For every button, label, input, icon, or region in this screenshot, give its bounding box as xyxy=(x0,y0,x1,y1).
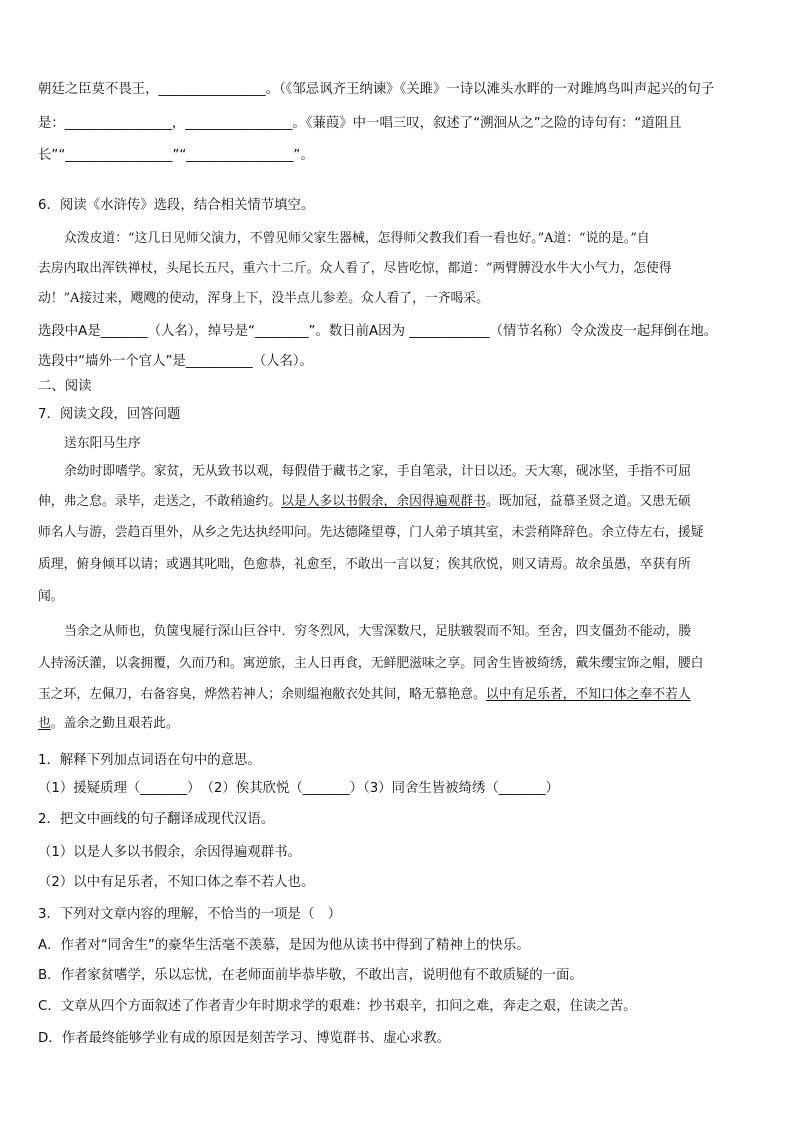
article-line: 闻。 xyxy=(38,589,64,604)
underlined-sentence: 以是人多以书假余，余因得遍观群书 xyxy=(281,494,486,509)
fill-blank-line-3: 长”“________________”“________________”。 xyxy=(38,148,314,163)
article-line: 余幼时即嗜学。家贫，无从致书以观，每假借于藏书之家，手自笔录，计日以还。天大寒，砚冰坚，手指不可屈 xyxy=(64,464,692,479)
option-a: A．作者对“同舍生”的豪华生活毫不羡慕，是因为他从读书中得到了精神上的快乐。 xyxy=(38,938,530,953)
fill-blank-line-2: 是：________________，________________。《蒹葭》中一唱三叹，叙述了“溯洄从之”之险的诗句有：“道阻且 xyxy=(38,116,682,131)
article-title: 送东阳马生序 xyxy=(64,436,141,451)
article-line: 也。盖余之勤且艰若此。 xyxy=(38,716,179,731)
question-3-title: 3．下列对文章内容的理解，不恰当的一项是（ ） xyxy=(38,907,342,922)
passage-line: 动！”A接过来，飕飕的使动，浑身上下，没半点儿参差。众人看了，一齐喝采。 xyxy=(38,291,489,306)
article-line: 伸，弗之怠。录毕，走送之，不敢稍逾约。以是人多以书假余，余因得遍观群书。既加冠，益慕圣贤之道。又患无硕 xyxy=(38,494,691,509)
underlined-sentence: 也 xyxy=(38,716,51,731)
article-line: 质理，俯身倾耳以请；或遇其叱咄，色愈恭，礼愈至，不敢出一言以复；俟其欣悦，则又请焉。故余虽愚，卒获有所 xyxy=(38,557,691,572)
article-line: 玉之环，左佩刀，右备容臭，烨然若神人；余则缊袍敝衣处其间，略无慕艳意。以中有足乐者，不知口体之奉不若人 xyxy=(38,687,691,702)
question-1-items: （1）援疑质理（_______） （2）俟其欣悦（_______）（3）同舍生皆被绮绣（_______） xyxy=(38,781,559,796)
option-d: D．作者最终能够学业有成的原因是刻苦学习、博览群书、虚心求教。 xyxy=(38,1031,451,1046)
question-6-blank-a: 选段中A是_______（人名），绰号是“________”。数日前A因为 ____________（情节名称）令众泼皮一起拜倒在地。 xyxy=(38,324,718,339)
question-6-blank-b: 选段中“墙外一个官人”是__________（人名）。 xyxy=(38,354,313,369)
question-2-item-2: （2）以中有足乐者，不知口体之奉不若人也。 xyxy=(38,875,315,890)
option-c: C．文章从四个方面叙述了作者青少年时期求学的艰难：抄书艰辛，扣问之难，奔走之艰，住读之苦。 xyxy=(38,999,637,1014)
question-6-title: 6．阅读《水浒传》选段，结合相关情节填空。 xyxy=(38,198,315,213)
question-2-item-1: （1）以是人多以书假余，余因得遍观群书。 xyxy=(38,845,301,860)
passage-line: 去房内取出浑铁禅杖，头尾长五尺，重六十二斤。众人看了，尽皆吃惊，都道：“两臂膊没水牛大小气力，怎使得 xyxy=(38,261,672,276)
option-b: B．作者家贫嗜学，乐以忘忧，在老师面前毕恭毕敬，不敢出言，说明他有不敢质疑的一面。 xyxy=(38,968,583,983)
section-heading: 二、阅读 xyxy=(38,379,92,394)
article-line: 师名人与游，尝趋百里外，从乡之先达执经叩问。先达德隆望尊，门人弟子填其室，未尝稍降辞色。余立侍左右，援疑 xyxy=(38,525,704,540)
question-1-title: 1．解释下列加点词语在句中的意思。 xyxy=(38,753,261,768)
article-line: 人持汤沃灌，以衾拥覆，久而乃和。寓逆旅，主人日再食，无鲜肥滋味之享。同舍生皆被绮绣，戴朱缨宝饰之帽，腰白 xyxy=(38,656,704,671)
article-line: 当余之从师也，负箧曳屣行深山巨谷中．穷冬烈风，大雪深数尺，足肤皲裂而不知。至舍，四支僵劲不能动，媵 xyxy=(64,624,692,639)
question-2-title: 2．把文中画线的句子翻译成现代汉语。 xyxy=(38,812,275,827)
passage-line: 众泼皮道：“这几日见师父演力，不曾见师父家生器械，怎得师父教我们看一看也好。”A道：“说的是。”自 xyxy=(64,231,650,246)
fill-blank-line-1: 朝廷之臣莫不畏王，________________。（《邹忌讽齐王纳谏》《关雎》一诗以滩头水畔的一对雎鸠鸟叫声起兴的句子 xyxy=(38,82,715,97)
question-7-title: 7．阅读文段，回答问题 xyxy=(38,407,181,422)
underlined-sentence: 以中有足乐者，不知口体之奉不若人 xyxy=(485,687,691,702)
